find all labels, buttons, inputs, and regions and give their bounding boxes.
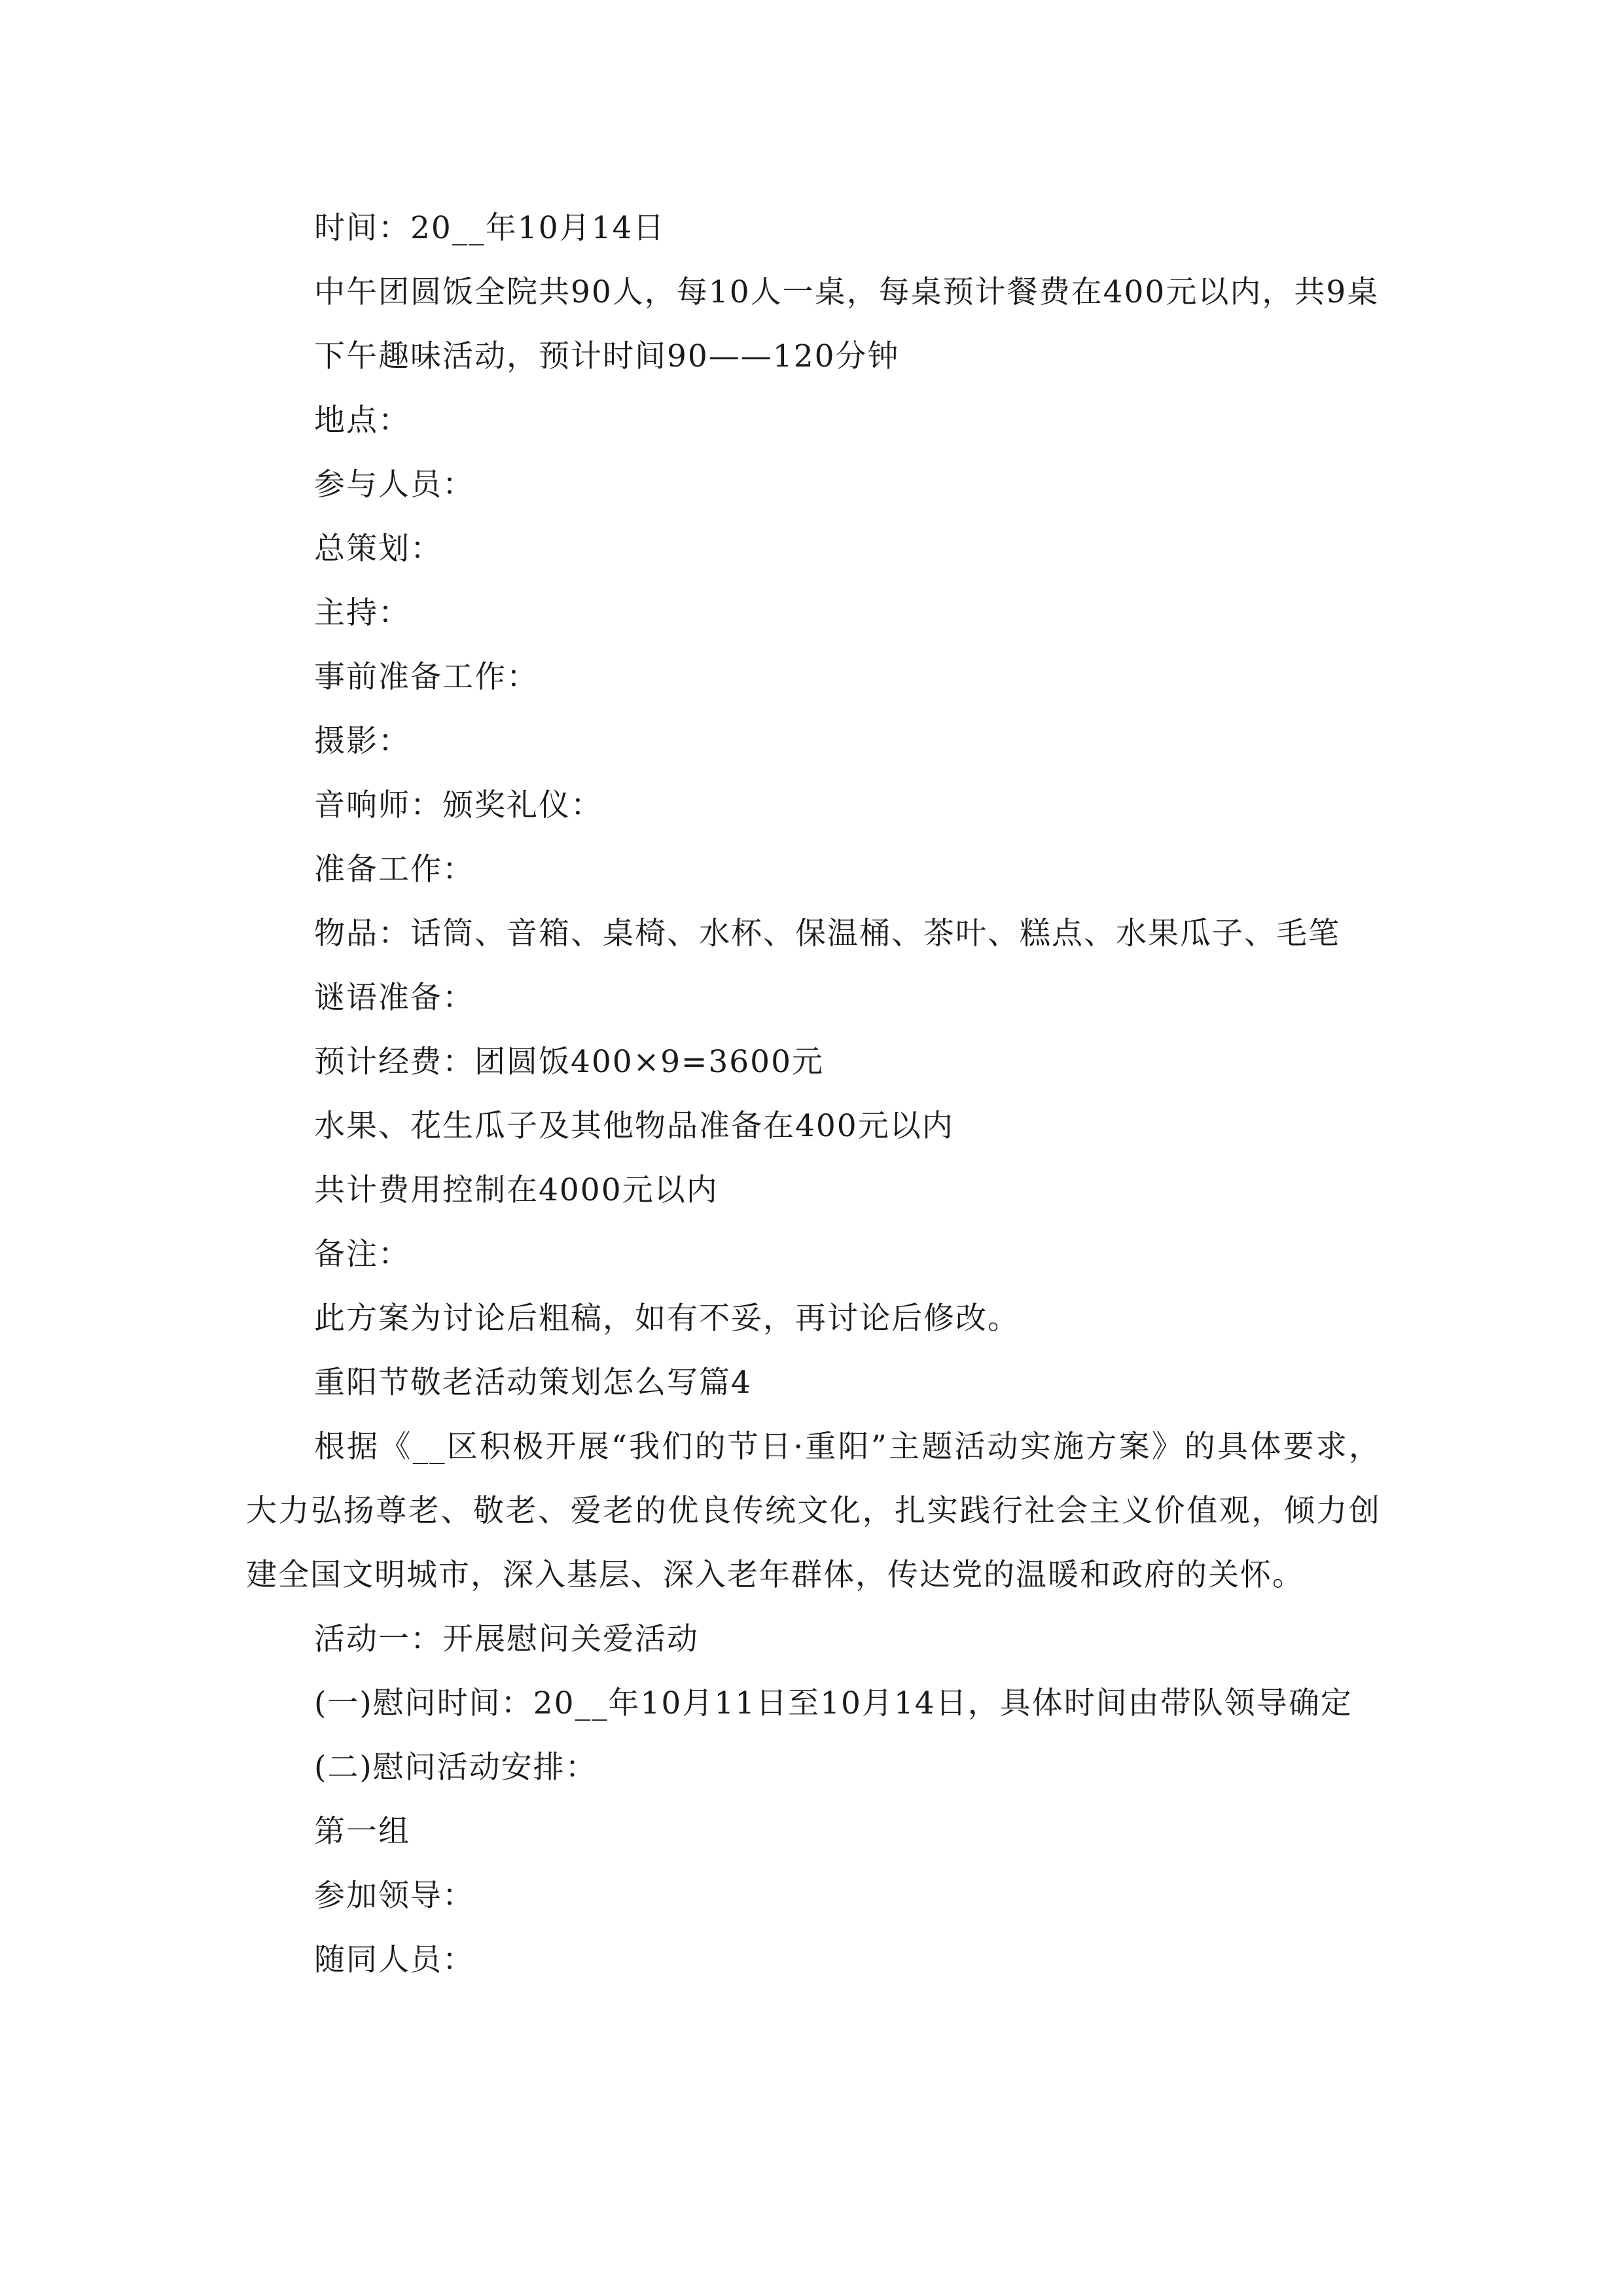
budget-supplies: 水果、花生瓜子及其他物品准备在400元以内	[314, 1108, 954, 1144]
activity-one-heading: 活动一：开展慰问关爱活动	[314, 1621, 699, 1657]
remarks-label: 备注：	[314, 1236, 410, 1272]
document-body	[246, 196, 1381, 1992]
accompanying-staff-label: 随同人员：	[314, 1942, 474, 1978]
lunch-arrangement: 中午团圆饭全院共90人，每10人一桌，每桌预计餐费在400元以内，共9桌	[314, 274, 1380, 310]
budget-dinner: 预计经费：团圆饭400×9=3600元	[314, 1044, 824, 1080]
remarks-text: 此方案为讨论后粗稿，如有不妥，再讨论后修改。	[314, 1300, 1020, 1336]
chief-planner-label: 总策划：	[314, 531, 442, 567]
riddles-label: 谜语准备：	[314, 980, 474, 1016]
section-heading: 重阳节敬老活动策划怎么写篇4	[314, 1365, 752, 1401]
leaders-label: 参加领导：	[314, 1878, 474, 1914]
supplies-list: 物品：话筒、音箱、桌椅、水杯、保温桶、茶叶、糕点、水果瓜子、毛笔	[314, 916, 1340, 952]
sound-and-award-label: 音响师：颁奖礼仪：	[314, 787, 603, 823]
intro-paragraph: 根据《__区积极开展“我们的节日·重阳”主题活动实施方案》的具体要求，大力弘扬尊老、敬老、爱老的优良传统文化，扎实践行社会主义价值观，倾力创建全国文明城市，深入基层、深入老年群体，传达党的温暖和政府的关怀。	[246, 1429, 1381, 1593]
advance-preparation-label: 事前准备工作：	[314, 659, 539, 695]
visit-time: (一)慰问时间：20__年10月11日至10月14日，具体时间由带队领导确定	[314, 1685, 1353, 1721]
afternoon-activity: 下午趣味活动，预计时间90——120分钟	[314, 338, 900, 374]
group-one-label: 第一组	[314, 1814, 410, 1850]
visit-arrangement: (二)慰问活动安排：	[314, 1749, 597, 1785]
preparation-label: 准备工作：	[314, 852, 474, 888]
budget-total: 共计费用控制在4000元以内	[314, 1172, 719, 1208]
event-time: 时间：20__年10月14日	[314, 210, 666, 246]
photography-label: 摄影：	[314, 723, 410, 759]
host-label: 主持：	[314, 595, 410, 631]
participants-label: 参与人员：	[314, 467, 474, 503]
location-label: 地点：	[314, 403, 410, 439]
